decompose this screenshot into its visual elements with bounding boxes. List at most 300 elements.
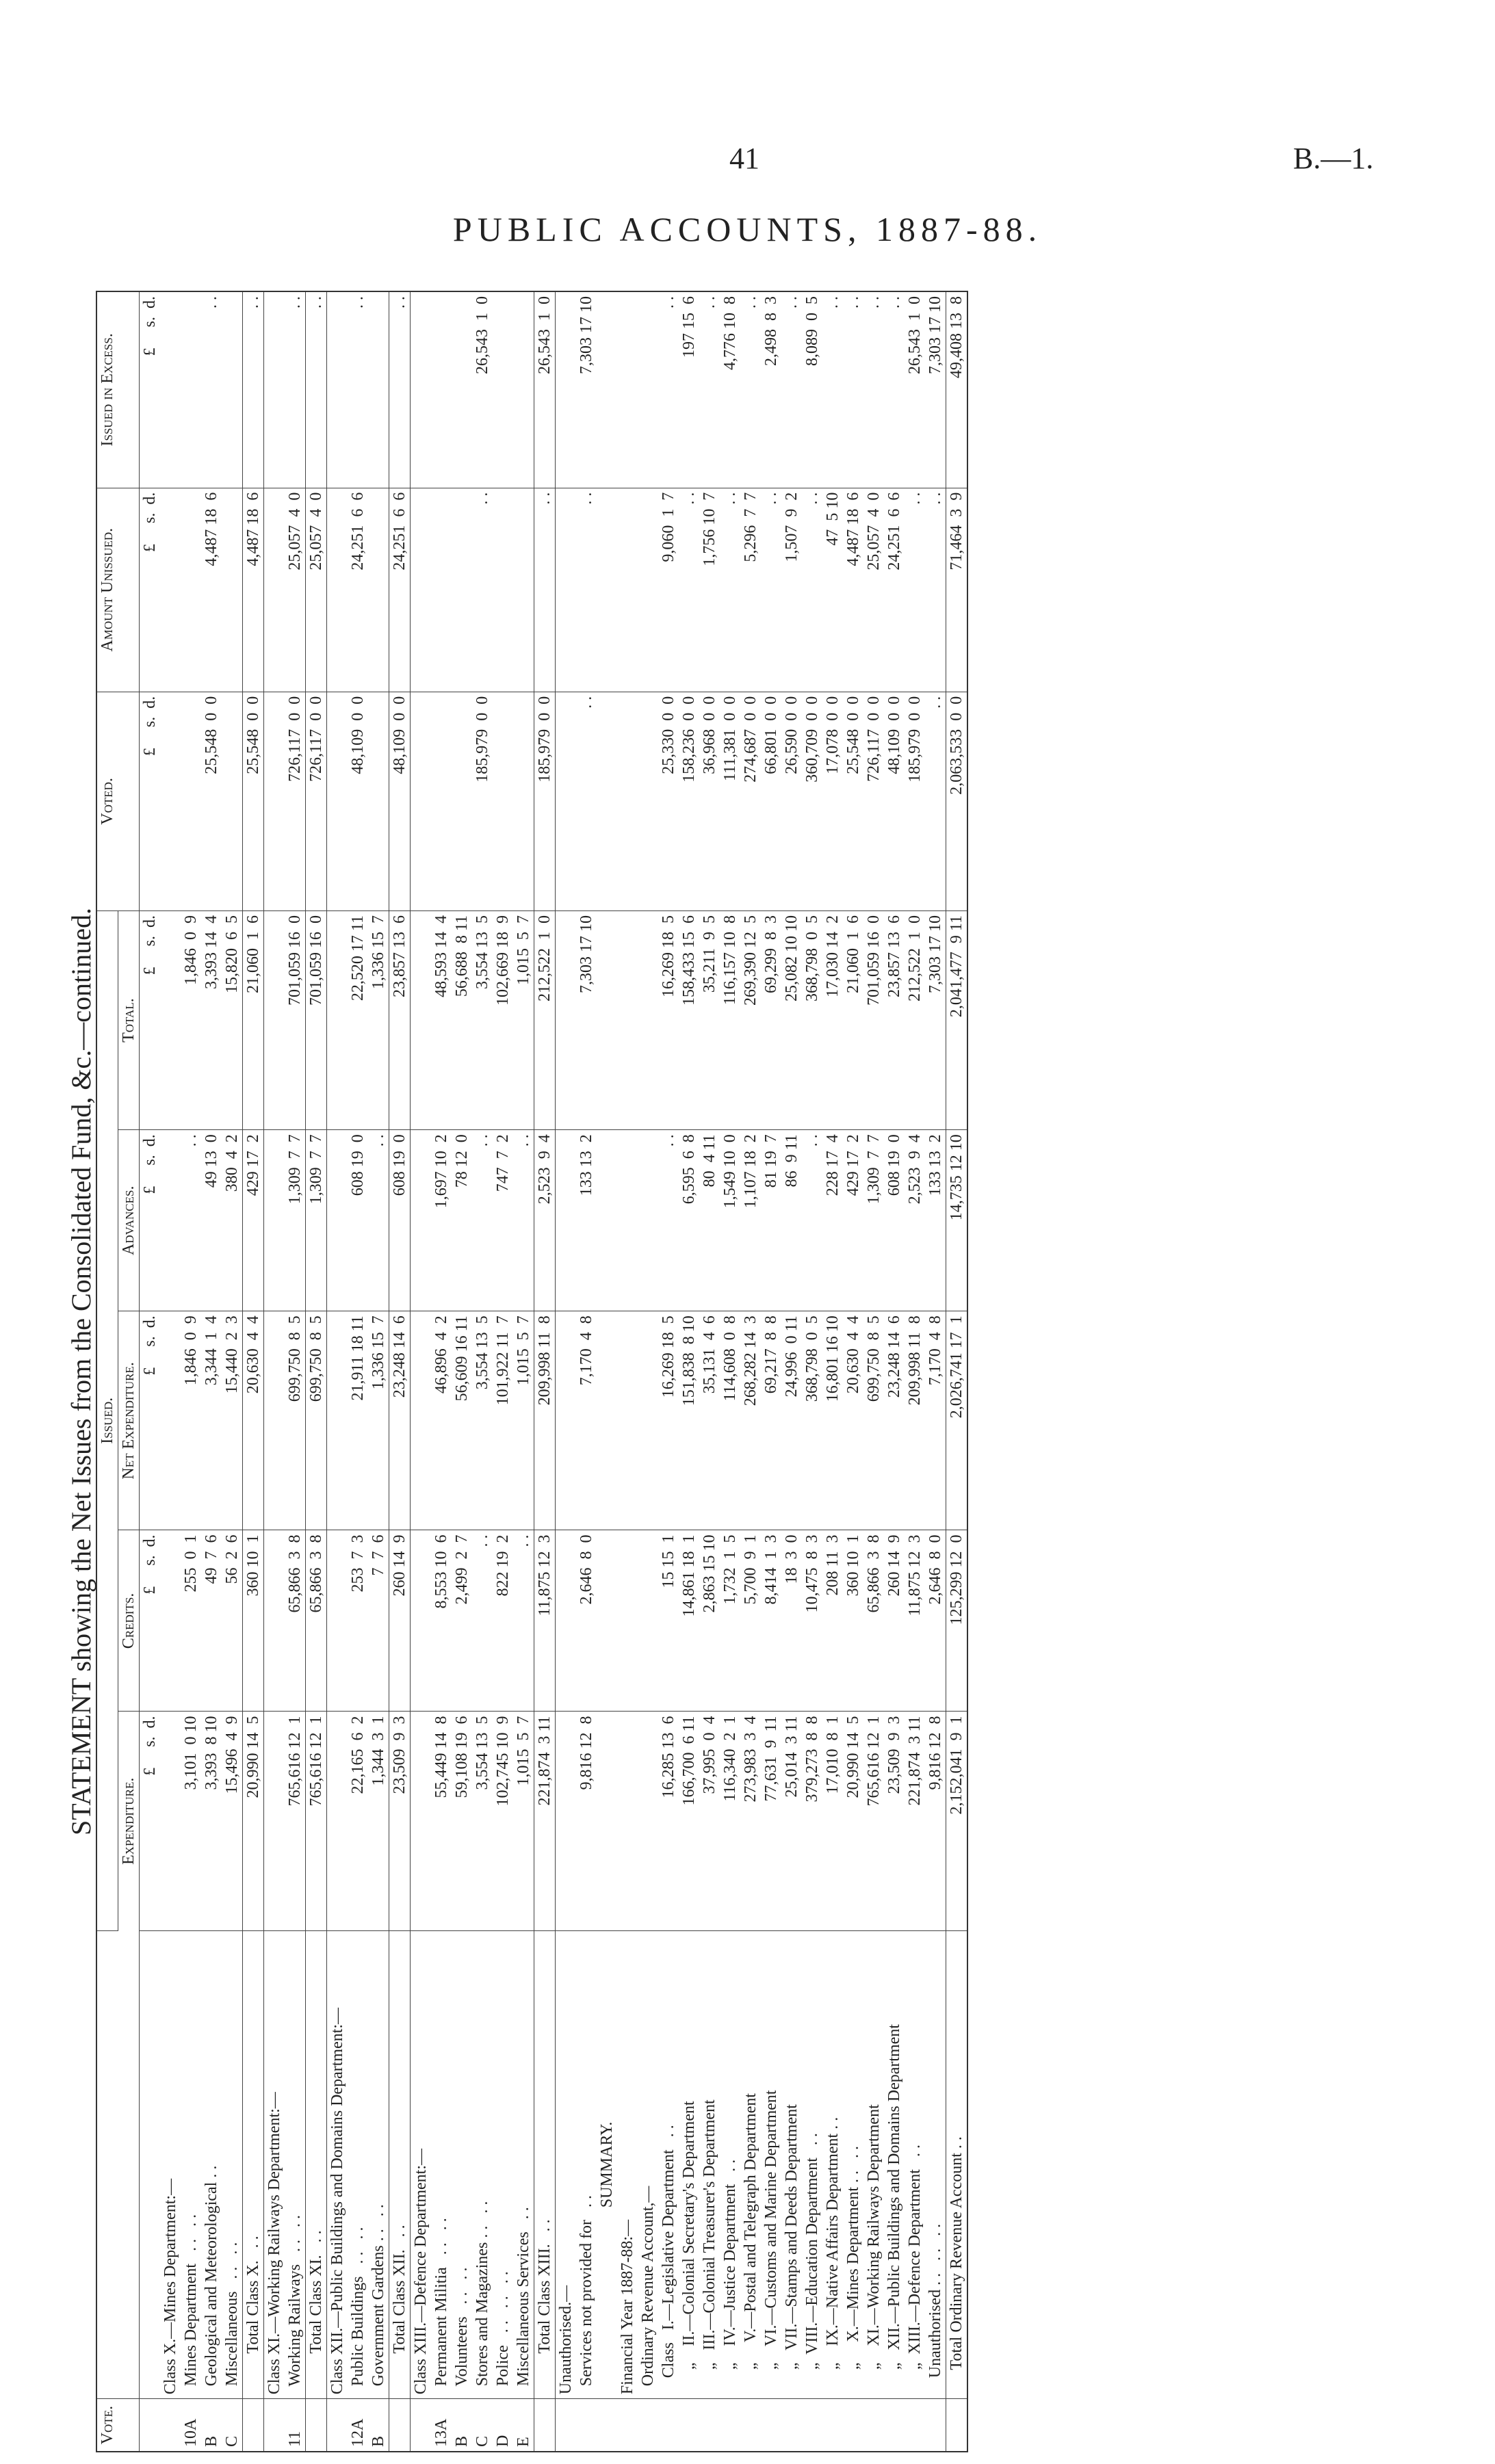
page-number: 41 — [729, 142, 759, 175]
unis-cell: 4,487 18 6 — [843, 488, 863, 692]
net-cell: 69,217 8 8 — [761, 1311, 781, 1530]
voted-cell: . . — [576, 692, 597, 910]
summary-body — [597, 291, 967, 2452]
vote-cell — [658, 2399, 679, 2452]
cred-cell: 65,866 3 8 — [306, 1530, 327, 1712]
exp-cell: 273,983 3 4 — [740, 1712, 761, 1930]
tot-cell: 7,303 17 10 — [925, 910, 946, 1129]
vote-cell — [946, 2399, 968, 2452]
description-cell: Class XIII.—Defence Department:— — [411, 1930, 432, 2399]
unis-cell: 71,464 3 9 — [946, 488, 968, 692]
voted-cell: 17,078 0 0 — [822, 692, 843, 910]
description-cell: „ X.—Mines Department . . . . — [843, 1930, 863, 2399]
blank-cell — [617, 910, 638, 1129]
tot-cell — [160, 910, 181, 1129]
voted-cell — [431, 692, 452, 910]
tot-cell: 158,433 15 6 — [679, 910, 699, 1129]
excess-cell: 8,089 0 5 — [802, 291, 822, 488]
exp-cell: 1,015 5 7 — [513, 1712, 534, 1930]
blank-cell — [597, 1530, 617, 1712]
voted-cell — [368, 692, 389, 910]
net-cell: 699,750 8 5 — [863, 1311, 884, 1530]
cred-cell: 8,553 10 6 — [431, 1530, 452, 1712]
voted-cell — [493, 692, 513, 910]
adv-cell — [264, 1130, 285, 1311]
cred-cell: 125,299 12 0 — [946, 1530, 968, 1712]
blank-cell — [638, 692, 658, 910]
unis-cell: 1,507 9 2 — [781, 488, 802, 692]
net-cell — [556, 1311, 577, 1530]
lsd-unit: £ s. d. — [140, 692, 161, 910]
vote-cell: 10A — [182, 2418, 200, 2447]
description-cell: Geological and Meteorological . . — [201, 1930, 222, 2399]
adv-cell: 1,309 7 7 — [863, 1130, 884, 1311]
exp-cell: 15,496 4 9 — [222, 1712, 243, 1930]
exp-cell — [327, 1712, 348, 1930]
excess-cell: . . — [306, 291, 327, 488]
description-cell: Miscellaneous . . . . — [222, 1930, 243, 2399]
excess-cell: . . — [740, 291, 761, 488]
unis-cell — [368, 488, 389, 692]
net-cell: 268,282 14 3 — [740, 1311, 761, 1530]
description-cell: „ VII.—Stamps and Deeds Department — [781, 1930, 802, 2399]
voted-cell: 185,979 0 0 — [534, 692, 556, 910]
vote-cell — [617, 2399, 638, 2452]
excess-cell — [222, 291, 243, 488]
unis-cell — [264, 488, 285, 692]
table-row — [285, 291, 306, 2452]
lsd-unit: £ s. d. — [140, 1530, 161, 1712]
net-cell: 15,440 2 3 — [222, 1311, 243, 1530]
table-row — [556, 291, 577, 2452]
table-row — [513, 291, 534, 2452]
excess-cell: . . — [884, 291, 905, 488]
vote-cell: C — [223, 2435, 241, 2447]
table-row — [452, 291, 472, 2452]
tot-cell: 22,520 17 11 — [348, 910, 368, 1129]
blank-cell — [617, 1311, 638, 1530]
header-voted: Voted. — [96, 692, 140, 910]
cred-cell: 1,732 1 5 — [720, 1530, 740, 1712]
table-row — [699, 291, 720, 2452]
table-row — [201, 291, 222, 2452]
excess-cell: . . — [822, 291, 843, 488]
table-row — [781, 291, 802, 2452]
table-row — [802, 291, 822, 2452]
cred-cell — [264, 1530, 285, 1712]
net-cell: 114,608 0 8 — [720, 1311, 740, 1530]
cred-cell: 208 11 3 — [822, 1530, 843, 1712]
excess-cell — [327, 291, 348, 488]
blank-cell — [597, 692, 617, 910]
exp-cell: 59,108 19 6 — [452, 1712, 472, 1930]
header-excess: Issued in Excess. — [96, 291, 140, 488]
unis-cell — [181, 488, 201, 692]
lsd-unit: £ s. d. — [140, 291, 161, 488]
excess-cell — [368, 291, 389, 488]
net-cell: 35,131 4 6 — [699, 1311, 720, 1530]
exp-cell: 765,616 12 1 — [863, 1712, 884, 1930]
unis-cell — [411, 488, 432, 692]
cred-cell — [327, 1530, 348, 1712]
exp-cell: 55,449 14 8 — [431, 1712, 452, 1930]
voted-cell — [556, 692, 577, 910]
exp-cell: 3,393 8 10 — [201, 1712, 222, 1930]
total-row — [243, 291, 264, 2452]
total-row — [534, 291, 556, 2452]
voted-cell: . . — [925, 692, 946, 910]
exp-cell: 23,509 9 3 — [884, 1712, 905, 1930]
exp-cell: 3,101 0 10 — [181, 1712, 201, 1930]
unis-cell — [493, 488, 513, 692]
net-cell: 16,269 18 5 — [658, 1311, 679, 1530]
blank-cell — [617, 692, 638, 910]
vote-cell: B — [369, 2435, 387, 2447]
adv-cell — [160, 1130, 181, 1311]
blank-cell — [638, 1311, 658, 1530]
excess-cell — [431, 291, 452, 488]
exp-cell: 379,273 8 8 — [802, 1712, 822, 1930]
description-cell: Miscellaneous Services . . — [513, 1930, 534, 2399]
description-cell: Class I.—Legislative Department . . — [658, 1930, 679, 2399]
adv-cell: . . — [513, 1130, 534, 1311]
vote-cell — [781, 2399, 802, 2452]
exp-cell: 9,816 12 8 — [925, 1712, 946, 1930]
tot-cell: 21,060 1 6 — [843, 910, 863, 1129]
adv-cell: 6,595 6 8 — [679, 1130, 699, 1311]
cred-cell — [556, 1530, 577, 1712]
unis-cell — [431, 488, 452, 692]
net-cell: 16,801 16 10 — [822, 1311, 843, 1530]
header-issued: Issued. — [96, 910, 118, 1930]
description-cell: „ IX.—Native Affairs Department . . — [822, 1930, 843, 2399]
excess-cell: 197 15 6 — [679, 291, 699, 488]
excess-cell: . . — [348, 291, 368, 488]
vote-cell — [327, 2399, 348, 2452]
net-cell: 7,170 4 8 — [576, 1311, 597, 1530]
net-cell: 3,344 1 4 — [201, 1311, 222, 1530]
vote-cell — [802, 2399, 822, 2452]
cred-cell: 253 7 3 — [348, 1530, 368, 1712]
description-cell: Unauthorised . . . . . . — [925, 1930, 946, 2399]
exp-cell: 221,874 3 11 — [905, 1712, 925, 1930]
voted-cell: 48,109 0 0 — [884, 692, 905, 910]
tot-cell: 701,059 16 0 — [306, 910, 327, 1129]
voted-cell: 25,548 0 0 — [843, 692, 863, 910]
excess-cell: 26,543 1 0 — [472, 291, 493, 488]
unis-cell — [222, 488, 243, 692]
voted-cell — [181, 692, 201, 910]
cred-cell: 2,863 15 10 — [699, 1530, 720, 1712]
description-cell: Total Ordinary Revenue Account . . — [946, 1930, 968, 2399]
table-row — [720, 291, 740, 2452]
net-cell: 699,750 8 5 — [285, 1311, 306, 1530]
tot-cell: 7,303 17 10 — [576, 910, 597, 1129]
unis-cell: 9,060 1 7 — [658, 488, 679, 692]
vote-cell — [679, 2399, 699, 2452]
statement-table — [96, 291, 968, 2452]
adv-cell: . . — [368, 1130, 389, 1311]
net-cell — [160, 1311, 181, 1530]
voted-cell — [264, 692, 285, 910]
excess-cell: 4,776 10 8 — [720, 291, 740, 488]
voted-cell — [513, 692, 534, 910]
description-cell: Mines Department . . . . — [181, 1930, 201, 2399]
vote-cell: 12A — [349, 2418, 367, 2447]
table-row — [843, 291, 863, 2452]
tot-cell: 56,688 8 11 — [452, 910, 472, 1129]
adv-cell: . . — [472, 1130, 493, 1311]
excess-cell: . . — [781, 291, 802, 488]
excess-cell — [493, 291, 513, 488]
exp-cell: 25,014 3 11 — [781, 1712, 802, 1930]
unis-cell: 47 5 10 — [822, 488, 843, 692]
adv-cell: 228 17 4 — [822, 1130, 843, 1311]
voted-cell: 158,236 0 0 — [679, 692, 699, 910]
blank-cell — [638, 1130, 658, 1311]
net-cell: 56,609 16 11 — [452, 1311, 472, 1530]
tot-cell: 1,336 15 7 — [368, 910, 389, 1129]
tot-cell: 16,269 18 5 — [658, 910, 679, 1129]
tot-cell: 48,593 14 4 — [431, 910, 452, 1129]
tot-cell: 15,820 6 5 — [222, 910, 243, 1129]
voted-cell: 726,117 0 0 — [306, 692, 327, 910]
table-row — [761, 291, 781, 2452]
unis-cell: . . — [679, 488, 699, 692]
adv-cell: 608 19 0 — [884, 1130, 905, 1311]
net-cell: 21,911 18 11 — [348, 1311, 368, 1530]
vote-cell — [863, 2399, 884, 2452]
voted-cell: 726,117 0 0 — [863, 692, 884, 910]
tot-cell — [556, 910, 577, 1129]
net-cell: 7,170 4 8 — [925, 1311, 946, 1530]
header-unissued: Amount Unissued. — [96, 488, 140, 692]
adv-cell: 133 13 2 — [925, 1130, 946, 1311]
table-row — [740, 291, 761, 2452]
adv-cell: 1,309 7 7 — [285, 1130, 306, 1311]
cred-cell: 360 10 1 — [243, 1530, 264, 1712]
total-row — [946, 291, 968, 2452]
blank-cell — [597, 1311, 617, 1530]
description-cell: Police . . . . . . — [493, 1930, 513, 2399]
header-advances: Advances. — [118, 1130, 140, 1311]
table-row — [472, 291, 493, 2452]
exp-cell: 16,285 13 6 — [658, 1712, 679, 1930]
exp-cell: 9,816 12 8 — [576, 1712, 597, 1930]
exp-cell — [411, 1712, 432, 1930]
vote-cell — [389, 2399, 411, 2452]
vote-cell — [306, 2399, 327, 2452]
vote-cell — [264, 2399, 285, 2452]
vote-cell — [843, 2399, 863, 2452]
description-cell: „ VI.—Customs and Marine Department — [761, 1930, 781, 2399]
lsd-unit: £ s. d. — [140, 488, 161, 692]
adv-cell: 1,697 10 2 — [431, 1130, 452, 1311]
cred-cell: 260 14 9 — [884, 1530, 905, 1712]
cred-cell: 11,875 12 3 — [534, 1530, 556, 1712]
cred-cell: 260 14 9 — [389, 1530, 411, 1712]
blank-cell — [638, 910, 658, 1129]
tot-cell: 21,060 1 6 — [243, 910, 264, 1129]
net-cell: 24,996 0 11 — [781, 1311, 802, 1530]
voted-cell: 274,687 0 0 — [740, 692, 761, 910]
excess-cell: 7,303 17 10 — [576, 291, 597, 488]
table-row — [160, 291, 181, 2452]
voted-cell: 25,548 0 0 — [201, 692, 222, 910]
blank-cell — [597, 488, 617, 692]
adv-cell: 747 7 2 — [493, 1130, 513, 1311]
header-net-expenditure: Net Expenditure. — [118, 1311, 140, 1530]
unis-cell: . . — [720, 488, 740, 692]
net-cell: 23,248 14 6 — [884, 1311, 905, 1530]
table-row — [925, 291, 946, 2452]
blank-cell — [638, 1530, 658, 1712]
tot-cell: 17,030 14 2 — [822, 910, 843, 1129]
adv-cell: 81 19 7 — [761, 1130, 781, 1311]
exp-cell — [556, 1712, 577, 1930]
voted-cell: 185,979 0 0 — [905, 692, 925, 910]
cred-cell: 56 2 6 — [222, 1530, 243, 1712]
lsd-unit: £ s. d. — [140, 910, 161, 1129]
net-cell: 23,248 14 6 — [389, 1311, 411, 1530]
adv-cell: 86 9 11 — [781, 1130, 802, 1311]
unis-cell: . . — [905, 488, 925, 692]
table-row — [679, 291, 699, 2452]
voted-cell — [452, 692, 472, 910]
summary-ordinary-revenue-text: Ordinary Revenue Account,— — [638, 1930, 658, 2399]
voted-cell — [327, 692, 348, 910]
net-cell — [411, 1311, 432, 1530]
page-title: PUBLIC ACCOUNTS, 1887-88. — [452, 210, 1043, 248]
adv-cell: 1,309 7 7 — [306, 1130, 327, 1311]
exp-cell: 765,616 12 1 — [285, 1712, 306, 1930]
excess-cell — [411, 291, 432, 488]
tot-cell: 701,059 16 0 — [285, 910, 306, 1129]
voted-cell: 185,979 0 0 — [472, 692, 493, 910]
adv-cell: 2,523 9 4 — [534, 1130, 556, 1311]
description-cell: Permanent Militia . . . . — [431, 1930, 452, 2399]
vote-cell: D — [494, 2435, 512, 2447]
adv-cell: 2,523 9 4 — [905, 1130, 925, 1311]
cred-cell — [160, 1530, 181, 1712]
voted-cell — [411, 692, 432, 910]
description-cell: Working Railways . . . . — [285, 1930, 306, 2399]
tot-cell: 2,041,477 9 11 — [946, 910, 968, 1129]
blank-cell — [638, 291, 658, 488]
lsd-unit: £ s. d. — [140, 1712, 161, 1930]
description-cell: „ VIII.—Education Department . . — [802, 1930, 822, 2399]
voted-cell: 48,109 0 0 — [348, 692, 368, 910]
table-row — [327, 291, 348, 2452]
tot-cell: 116,157 10 8 — [720, 910, 740, 1129]
header-total: Total. — [118, 910, 140, 1129]
header-vote: Vote. — [96, 2399, 140, 2452]
cred-cell: 15 15 1 — [658, 1530, 679, 1712]
cred-cell: 65,866 3 8 — [285, 1530, 306, 1712]
table-row — [493, 291, 513, 2452]
vote-cell: 11 — [286, 2430, 304, 2447]
voted-cell — [160, 692, 181, 910]
table-row — [884, 291, 905, 2452]
net-cell: 151,838 8 10 — [679, 1311, 699, 1530]
exp-cell: 3,554 13 5 — [472, 1712, 493, 1930]
voted-cell: 726,117 0 0 — [285, 692, 306, 910]
blank-cell — [597, 910, 617, 1129]
lsd-unit: £ s. d. — [140, 1311, 161, 1530]
cred-cell: 822 19 2 — [493, 1530, 513, 1712]
tot-cell: 69,299 8 3 — [761, 910, 781, 1129]
description-cell: Total Class XI. . . — [306, 1930, 327, 2399]
summary-heading-text: SUMMARY. — [597, 1930, 617, 2399]
adv-cell: 429 17 2 — [843, 1130, 863, 1311]
table-row — [822, 291, 843, 2452]
exp-cell: 221,874 3 11 — [534, 1712, 556, 1930]
excess-cell — [556, 291, 577, 488]
table-row — [411, 291, 432, 2452]
tot-cell — [264, 910, 285, 1129]
description-cell: Class XI.—Working Railways Department:— — [264, 1930, 285, 2399]
net-cell: 101,922 11 7 — [493, 1311, 513, 1530]
excess-cell: . . — [243, 291, 264, 488]
exp-cell: 20,990 14 5 — [243, 1712, 264, 1930]
header-description — [96, 1930, 140, 2399]
exp-cell — [160, 1712, 181, 1930]
vote-cell — [638, 2399, 658, 2452]
vote-cell — [905, 2399, 925, 2452]
description-cell: „ III.—Colonial Treasurer's Department — [699, 1930, 720, 2399]
net-cell: 1,846 0 9 — [181, 1311, 201, 1530]
adv-cell: 1,549 10 0 — [720, 1130, 740, 1311]
exp-cell: 2,152,041 9 1 — [946, 1712, 968, 1930]
exp-cell: 102,745 10 9 — [493, 1712, 513, 1930]
description-cell: Total Class XIII. . . — [534, 1930, 556, 2399]
vote-cell — [884, 2399, 905, 2452]
blank-cell — [617, 1130, 638, 1311]
table-row — [348, 291, 368, 2452]
voted-cell: 66,801 0 0 — [761, 692, 781, 910]
excess-cell: 26,543 1 0 — [534, 291, 556, 488]
tot-cell: 212,522 1 0 — [534, 910, 556, 1129]
summary-financial-year — [617, 291, 638, 2452]
exp-cell: 17,010 8 1 — [822, 1712, 843, 1930]
description-cell: Public Buildings . . . . — [348, 1930, 368, 2399]
blank-cell — [597, 291, 617, 488]
blank-cell — [638, 488, 658, 692]
vote-cell — [699, 2399, 720, 2452]
table-row — [658, 291, 679, 2452]
blank-cell — [638, 1712, 658, 1930]
description-cell: „ XII.—Public Buildings and Domains Department — [884, 1930, 905, 2399]
voted-cell: 25,548 0 0 — [243, 692, 264, 910]
net-cell: 699,750 8 5 — [306, 1311, 327, 1530]
adv-cell: 429 17 2 — [243, 1130, 264, 1311]
net-cell: 3,554 13 5 — [472, 1311, 493, 1530]
vote-cell — [160, 2399, 181, 2452]
exp-cell: 22,165 6 2 — [348, 1712, 368, 1930]
unis-cell: . . — [802, 488, 822, 692]
net-cell: 46,896 4 2 — [431, 1311, 452, 1530]
blank-cell — [617, 1530, 638, 1712]
adv-cell — [556, 1130, 577, 1311]
tot-cell: 701,059 16 0 — [863, 910, 884, 1129]
tot-cell: 35,211 9 5 — [699, 910, 720, 1129]
vote-cell: C — [473, 2435, 491, 2447]
exp-cell: 23,509 9 3 — [389, 1712, 411, 1930]
excess-cell: 49,408 13 8 — [946, 291, 968, 488]
exp-cell: 1,344 3 1 — [368, 1712, 389, 1930]
description-cell: „ II.—Colonial Secretary's Department — [679, 1930, 699, 2399]
exp-cell: 37,995 0 4 — [699, 1712, 720, 1930]
